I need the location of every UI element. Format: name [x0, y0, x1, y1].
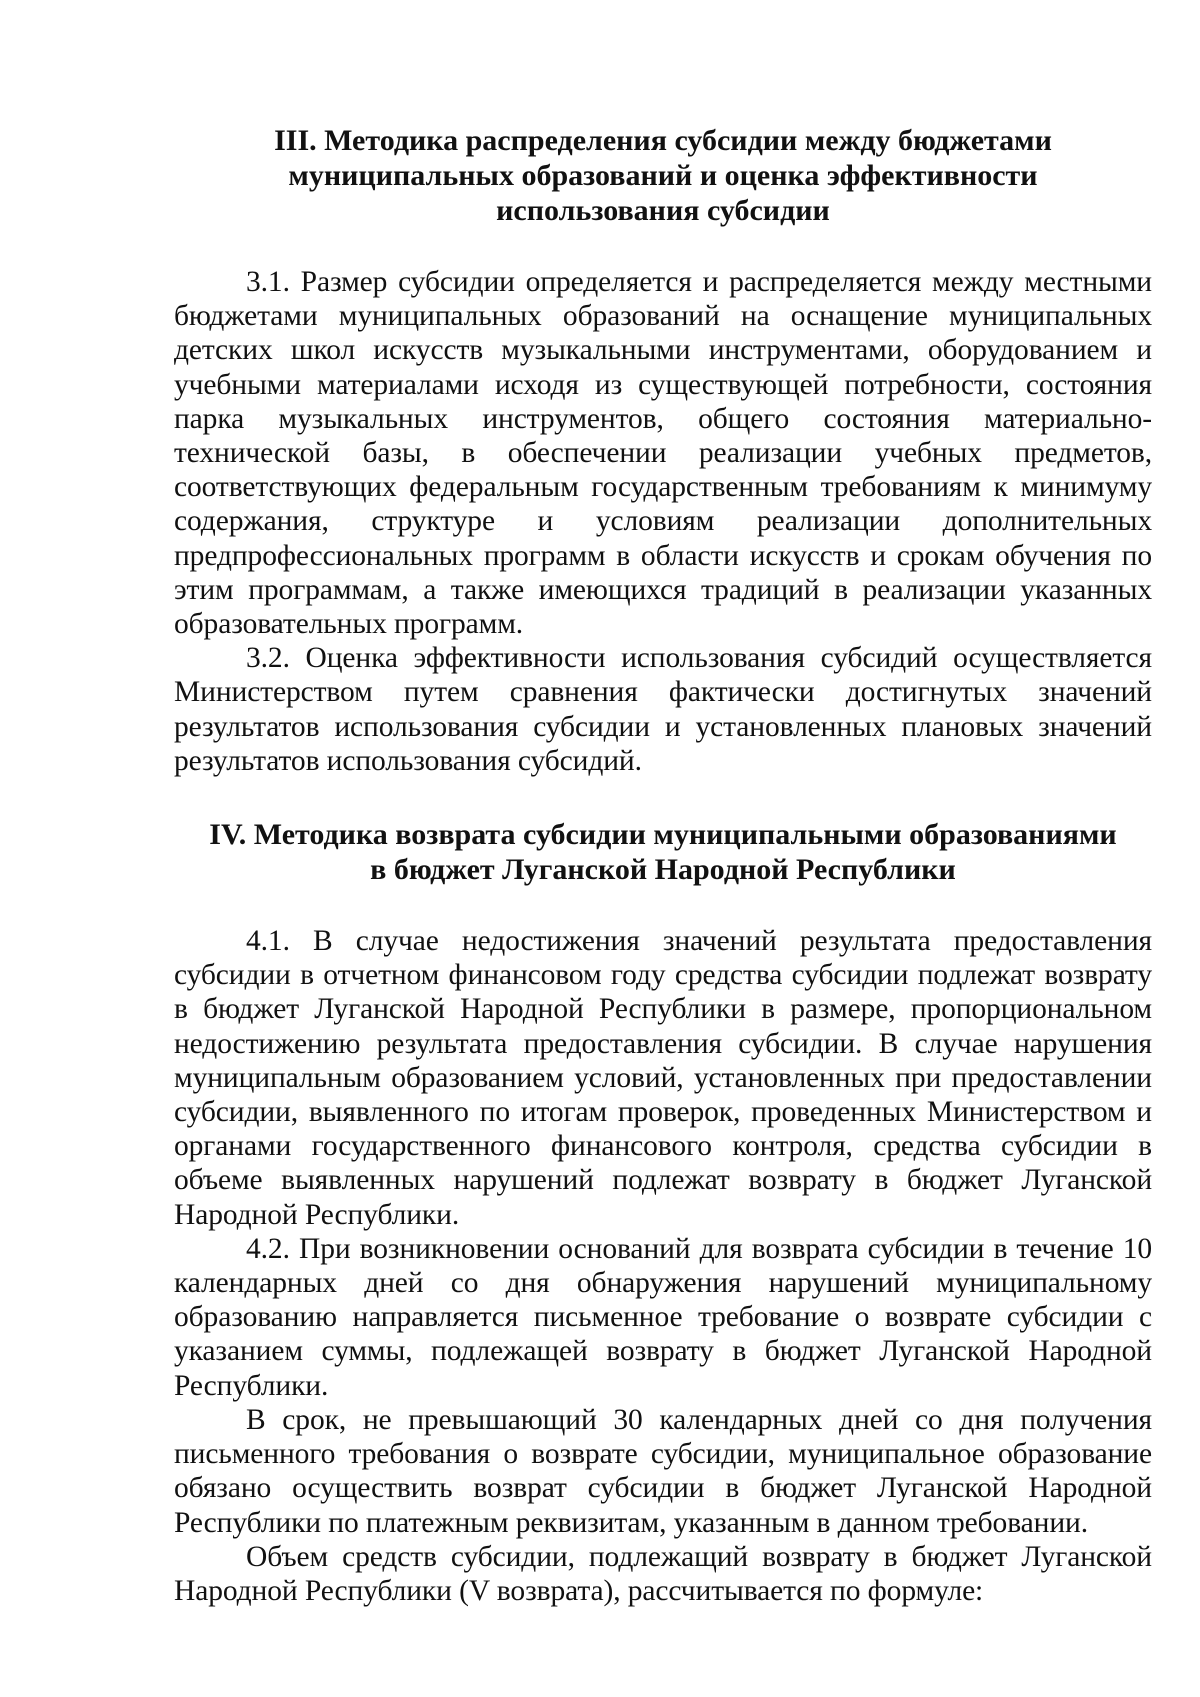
paragraph-return-deadline: В срок, не превышающий 30 календарных дней со дня получения письменного требования о возврате субсидии, муниципальное образование обязано осуществить возврат субсидии в бюджет Луганской Народной Республики по платежным реквизитам, указанным в данном требовании.: [174, 1403, 1152, 1539]
section-3-heading: [174, 123, 1152, 228]
section-3-heading-line: III. Методика распределения субсидии между бюджетами: [274, 124, 1052, 157]
paragraph-4-1: 4.1. В случае недостижения значений результата предоставления субсидии в отчетном финансовом году средства субсидии подлежат возврату в бюджет Луганской Народной Республики в размере, пропорциональном недостижению результата предоставления субсидии. В случае нарушения муниципальным образованием условий, установленных при предоставлении субсидии, выявленного по итогам проверок, проведенных Министерством и органами государственного финансового контроля, средства субсидии в объеме выявленных нарушений подлежат возврату в бюджет Луганской Народной Республики.: [174, 925, 1152, 1231]
paragraph-4-2: 4.2. При возникновении оснований для возврата субсидии в течение 10 календарных дней со дня обнаружения нарушений муниципальному образованию направляется письменное требование о возврате субсидии с указанием суммы, подлежащей возврату в бюджет Луганской Народной Республики.: [174, 1232, 1152, 1402]
paragraph-3-1: 3.1. Размер субсидии определяется и распределяется между местными бюджетами муниципальных образований на оснащение муниципальных детских школ искусств музыкальными инструментами, оборудованием и учебными материалами исходя из существующей потребности, состояния парка музыкальных инструментов, общего состояния материально-технической базы, в обеспечении реализации учебных предметов, соответствующих федеральным государственным требованиям к минимуму содержания, структуре и условиям реализации дополнительных предпрофессиональных программ в области искусств и срокам обучения по этим программам, а также имеющихся традиций в реализации указанных образовательных программ.: [174, 266, 1152, 641]
section-4-heading-line: в бюджет Луганской Народной Республики: [370, 853, 956, 887]
section-3-heading-line: муниципальных образований и оценка эффективности: [288, 159, 1038, 192]
paragraph-3-2: 3.2. Оценка эффективности использования субсидий осуществляется Министерством путем сравнения фактически достигнутых значений результатов использования субсидии и установленных плановых значений результатов использования субсидий.: [174, 642, 1152, 777]
section-4-heading: [174, 817, 1152, 887]
section-4-heading-line: IV. Методика возврата субсидии муниципальными образованиями: [209, 818, 1117, 852]
document-body: [174, 123, 1152, 1608]
section-3-heading-line: использования субсидии: [496, 194, 830, 227]
paragraph-return-formula: Объем средств субсидии, подлежащий возврату в бюджет Луганской Народной Республики (V возврата), рассчитывается по формуле:: [174, 1540, 1152, 1607]
section-spacer: [174, 778, 1152, 817]
